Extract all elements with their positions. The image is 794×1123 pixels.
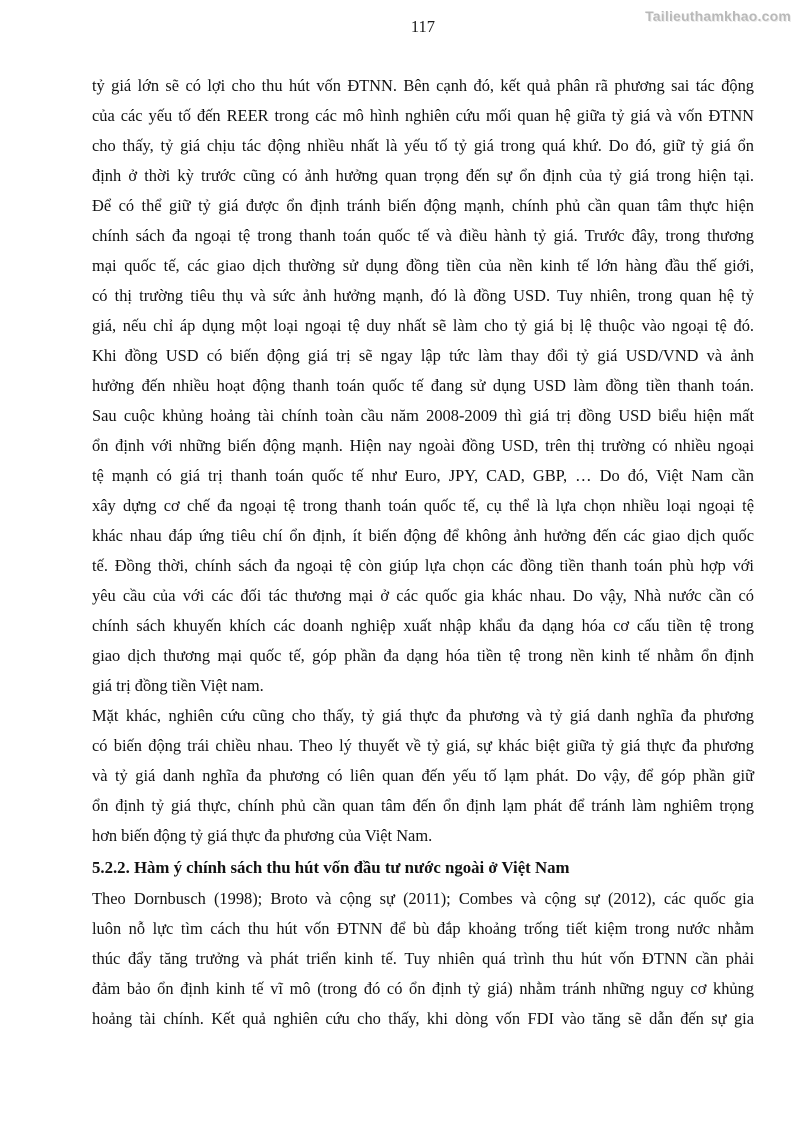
text-line: có thị trường tiêu thụ và sức ảnh hưởng mạnh, đó là đồng USD. Tuy nhiên, trong quan hệ tỷ: [92, 286, 754, 305]
page-content: [92, 71, 754, 1034]
section-heading-5-2-2: 5.2.2. Hàm ý chính sách thu hút vốn đầu tư nước ngoài ở Việt Nam: [92, 858, 570, 877]
text-line: hơn biến động tỷ giá thực đa phương của Việt Nam.: [92, 826, 433, 845]
text-line: Để có thể giữ tỷ giá được ổn định tránh biến động mạnh, chính phủ cần quan tâm thực hiện: [92, 196, 754, 215]
text-line: luôn nỗ lực tìm cách thu hút vốn ĐTNN để bù đắp khoảng trống tiết kiệm trong nước nhằm: [92, 919, 754, 938]
text-line: xây dựng cơ chế đa ngoại tệ trong thanh toán quốc tế, cụ thể là lựa chọn nhiều loại ngoại tệ: [92, 496, 754, 515]
text-line: của các yếu tố đến REER trong các mô hình nghiên cứu mối quan hệ giữa tỷ giá và vốn ĐTNN: [92, 106, 754, 125]
text-line: ổn định với những biến động mạnh. Hiện nay ngoài đồng USD, trên thị trường có nhiều ngoại: [92, 436, 754, 455]
text-line: Mặt khác, nghiên cứu cũng cho thấy, tỷ giá thực đa phương và tỷ giá danh nghĩa đa phương: [92, 706, 754, 725]
watermark: Tailieuthamkhao.com: [645, 8, 791, 24]
text-line: ổn định tỷ giá thực, chính phủ cần quan tâm đến ổn định lạm phát để tránh làm nghiêm trọng: [92, 796, 754, 815]
text-line: Khi đồng USD có biến động giá trị sẽ ngay lập tức làm thay đổi tỷ giá USD/VND và ảnh: [92, 346, 754, 365]
text-line: đảm bảo ổn định kinh tế vĩ mô (trong đó có ổn định tỷ giá) nhằm tránh những nguy cơ khủng: [92, 979, 754, 998]
text-line: Theo Dornbusch (1998); Broto và cộng sự (2011); Combes và cộng sự (2012), các quốc gia: [92, 889, 754, 908]
text-line: Sau cuộc khủng hoảng tài chính toàn cầu năm 2008-2009 thì giá trị đồng USD biểu hiện mất: [92, 406, 754, 425]
text-line: giá, nếu chỉ áp dụng một loại ngoại tệ duy nhất sẽ làm cho tỷ giá bị lệ thuộc vào ngoại tệ đó.: [92, 316, 754, 335]
paragraph-fdi-attraction: [92, 884, 754, 1034]
text-line: thúc đẩy tăng trưởng và phát triển kinh tế. Tuy nhiên quá trình thu hút vốn ĐTNN cần phải: [92, 949, 754, 968]
text-line: định ở thời kỳ trước cũng có ảnh hưởng quan trọng đến sự ổn định của tỷ giá trong hiện tại.: [92, 166, 754, 185]
text-line: chính sách đa ngoại tệ trong thanh toán quốc tế và điều hành tỷ giá. Trước đây, trong thương: [92, 226, 754, 245]
text-line: và tỷ giá danh nghĩa đa phương có liên quan đến yếu tố lạm phát. Do vậy, để góp phần giữ: [92, 766, 754, 785]
text-line: tỷ giá lớn sẽ có lợi cho thu hút vốn ĐTNN. Bên cạnh đó, kết quả phân rã phương sai tác động: [92, 76, 754, 95]
text-line: tệ mạnh có giá trị thanh toán quốc tế như Euro, JPY, CAD, GBP, … Do đó, Việt Nam cần: [92, 466, 754, 485]
text-line: chính sách khuyến khích các doanh nghiệp xuất nhập khẩu đa dạng hóa cơ cấu tiền tệ trong: [92, 616, 754, 635]
text-line: hoảng tài chính. Kết quả nghiên cứu cho thấy, khi dòng vốn FDI vào tăng sẽ dẫn đến sự gia: [92, 1009, 754, 1028]
page-number: 117: [410, 17, 436, 36]
text-line: khác nhau đáp ứng tiêu chí ổn định, ít biến động để không ảnh hưởng đến các giao dịch quốc: [92, 526, 754, 545]
paragraph-real-vs-nominal-rate: [92, 701, 754, 851]
text-line: có biến động trái chiều nhau. Theo lý thuyết về tỷ giá, sự khác biệt giữa tỷ giá thực đa phương: [92, 736, 754, 755]
text-line: giá trị đồng tiền Việt nam.: [92, 676, 264, 695]
text-line: giao dịch thương mại quốc tế, góp phần đa dạng hóa tiền tệ trong nền kinh tế nhằm ổn định: [92, 646, 754, 665]
text-line: hưởng đến nhiều hoạt động thanh toán quốc tế đang sử dụng USD làm đồng tiền thanh toán.: [92, 376, 754, 395]
text-line: mại quốc tế, các giao dịch thường sử dụng đồng tiền của nền kinh tế lớn hàng đầu thế giới,: [92, 256, 754, 275]
text-line: tế. Đồng thời, chính sách đa ngoại tệ còn giúp lựa chọn các đồng tiền thanh toán phù hợp với: [92, 556, 754, 575]
paragraph-exchange-rate-policy: [92, 71, 754, 701]
text-line: cho thấy, tỷ giá chịu tác động nhiều nhất là yếu tố tỷ giá trong quá khứ. Do đó, giữ tỷ giá ổn: [92, 136, 754, 155]
text-line: yêu cầu của với các đối tác thương mại ở các quốc gia khác nhau. Do vậy, Nhà nước cần có: [92, 586, 754, 605]
